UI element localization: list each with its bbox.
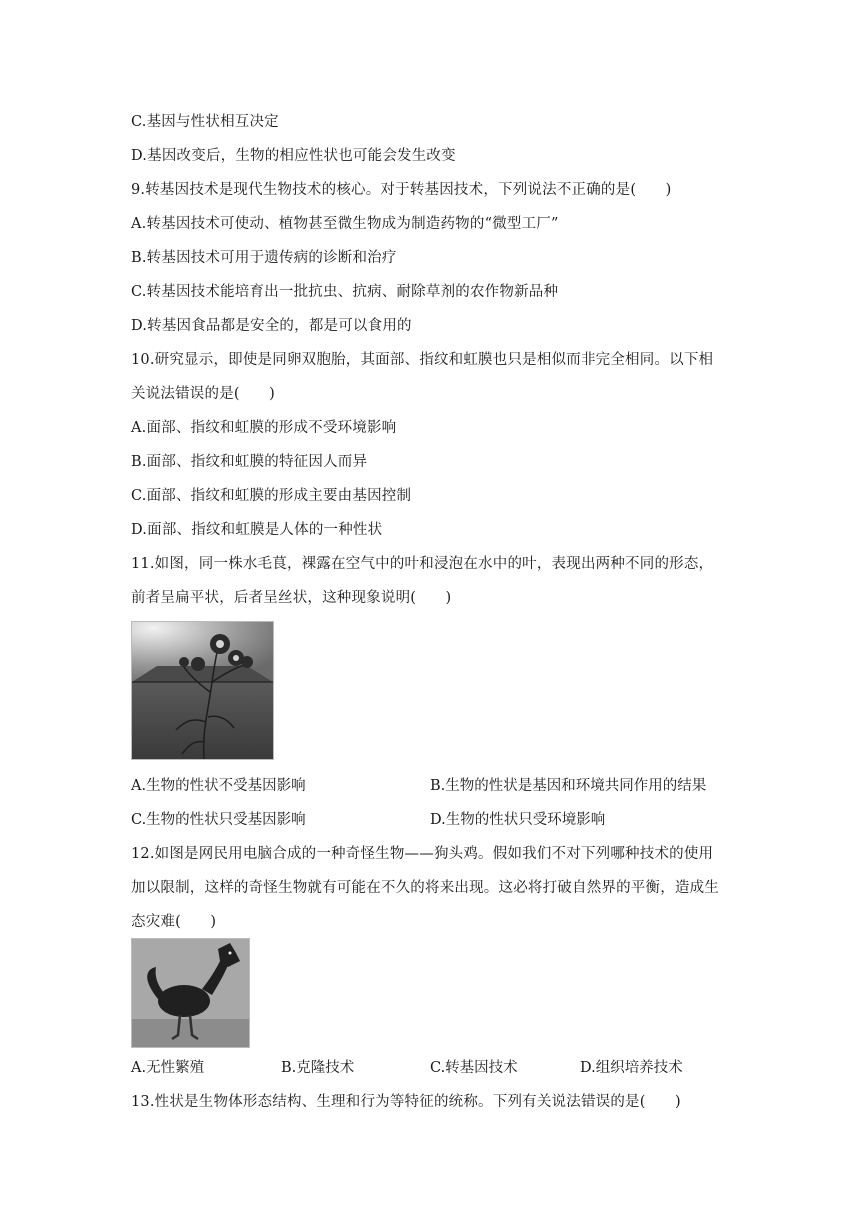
question-11-line2: 前者呈扁平状，后者呈丝状，这种现象说明( ) xyxy=(131,590,452,606)
question-12-line3: 态灾难( ) xyxy=(131,914,217,930)
q9-option-a: A.转基因技术可使动、植物甚至微生物成为制造药物的“微型工厂” xyxy=(131,216,559,232)
question-9: 9.转基因技术是现代生物技术的核心。对于转基因技术，下列说法不正确的是( ) xyxy=(131,182,672,198)
q9-option-d: D.转基因食品都是安全的，都是可以食用的 xyxy=(131,318,412,334)
line-d-option: D.基因改变后，生物的相应性状也可能会发生改变 xyxy=(131,148,456,164)
question-13: 13.性状是生物体形态结构、生理和行为等特征的统称。下列有关说法错误的是( ) xyxy=(131,1094,681,1110)
question-12-line1: 12.如图是网民用电脑合成的一种奇怪生物——狗头鸡。假如我们不对下列哪种技术的使用 xyxy=(131,846,714,862)
q10-option-a: A.面部、指纹和虹膜的形成不受环境影响 xyxy=(131,420,397,436)
water-buttercup-photo xyxy=(131,621,274,760)
q12-option-a: A.无性繁殖 xyxy=(131,1060,205,1076)
dog-head-chicken-photo xyxy=(131,938,250,1048)
q9-option-b: B.转基因技术可用于遗传病的诊断和治疗 xyxy=(131,250,397,266)
q11-option-a: A.生物的性状不受基因影响 xyxy=(131,778,306,794)
question-12-line2: 加以限制，这样的奇怪生物就有可能在不久的将来出现。这必将打破自然界的平衡，造成生 xyxy=(131,880,719,896)
line-c-option: C.基因与性状相互决定 xyxy=(131,114,279,130)
q12-option-c: C.转基因技术 xyxy=(430,1060,518,1076)
q11-option-b: B.生物的性状是基因和环境共同作用的结果 xyxy=(430,778,707,794)
q9-option-c: C.转基因技术能培育出一批抗虫、抗病、耐除草剂的农作物新品种 xyxy=(131,284,559,300)
q10-option-b: B.面部、指纹和虹膜的特征因人而异 xyxy=(131,454,368,470)
q11-option-d: D.生物的性状只受环境影响 xyxy=(430,812,606,828)
q10-option-d: D.面部、指纹和虹膜是人体的一种性状 xyxy=(131,522,383,538)
question-10-line1: 10.研究显示，即使是同卵双胞胎，其面部、指纹和虹膜也只是相似而非完全相同。以下相 xyxy=(131,352,714,368)
q12-option-b: B.克隆技术 xyxy=(281,1060,355,1076)
question-11-line1: 11.如图，同一株水毛茛，裸露在空气中的叶和浸泡在水中的叶，表现出两种不同的形态， xyxy=(131,556,714,572)
q10-option-c: C.面部、指纹和虹膜的形成主要由基因控制 xyxy=(131,488,412,504)
question-10-line2: 关说法错误的是( ) xyxy=(131,386,276,402)
q11-option-c: C.生物的性状只受基因影响 xyxy=(131,812,306,828)
q12-option-d: D.组织培养技术 xyxy=(580,1060,683,1076)
